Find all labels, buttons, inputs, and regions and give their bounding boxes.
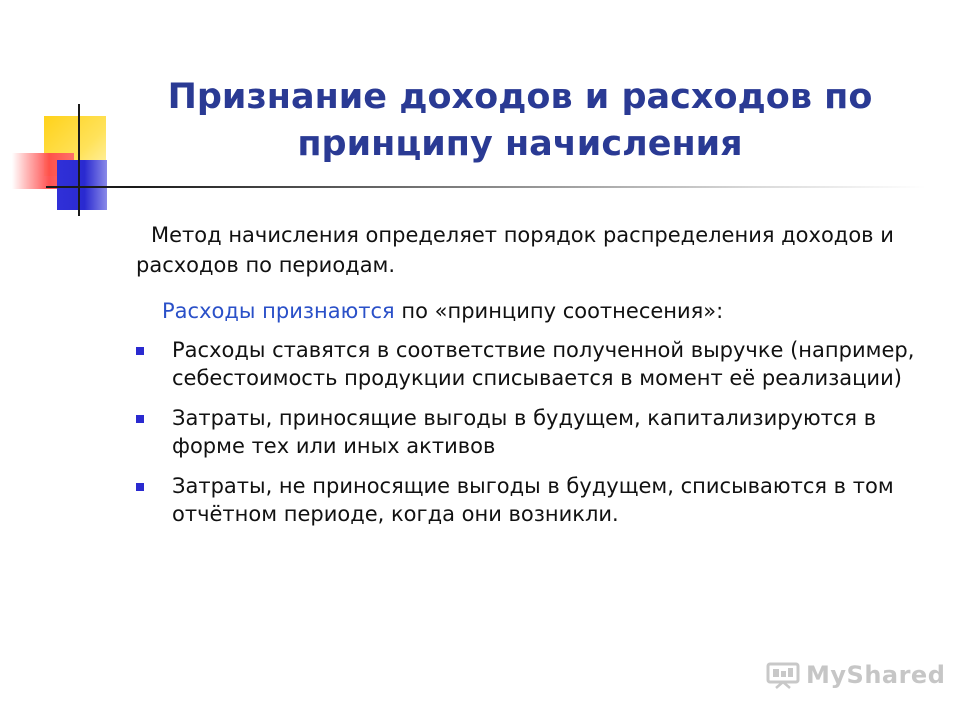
- principle-paragraph: [162, 296, 952, 326]
- watermark-text: MyShared: [806, 661, 946, 689]
- decor-vertical-line: [78, 104, 80, 216]
- decor-blue-square: [57, 160, 107, 210]
- principle-rest: по «принципу соотнесения»:: [394, 299, 724, 323]
- slide-title: Признание доходов и расходов по принципу начисления: [167, 77, 873, 164]
- list-item: [134, 404, 924, 460]
- bullet-text: Затраты, не приносящие выгоды в будущем, списываются в том отчётном периоде, когда они возникли.: [172, 474, 894, 526]
- principle-highlight: Расходы признаются: [162, 299, 395, 323]
- list-item: [134, 336, 924, 392]
- bullet-list: [134, 336, 924, 540]
- intro-paragraph: Метод начисления определяет порядок распределения доходов и расходов по периодам.: [136, 223, 894, 277]
- presentation-board-icon: [766, 661, 800, 689]
- square-bullet-icon: [136, 415, 144, 423]
- bullet-text: Расходы ставятся в соответствие полученной выручке (например, себестоимость продукции списывается в момент её реализации): [172, 338, 915, 390]
- title-underline: [46, 186, 926, 188]
- square-bullet-icon: [136, 347, 144, 355]
- watermark-logo: [766, 660, 945, 690]
- square-bullet-icon: [136, 483, 144, 491]
- bullet-text: Затраты, приносящие выгоды в будущем, капитализируются в форме тех или иных активов: [172, 406, 877, 458]
- list-item: [134, 472, 924, 528]
